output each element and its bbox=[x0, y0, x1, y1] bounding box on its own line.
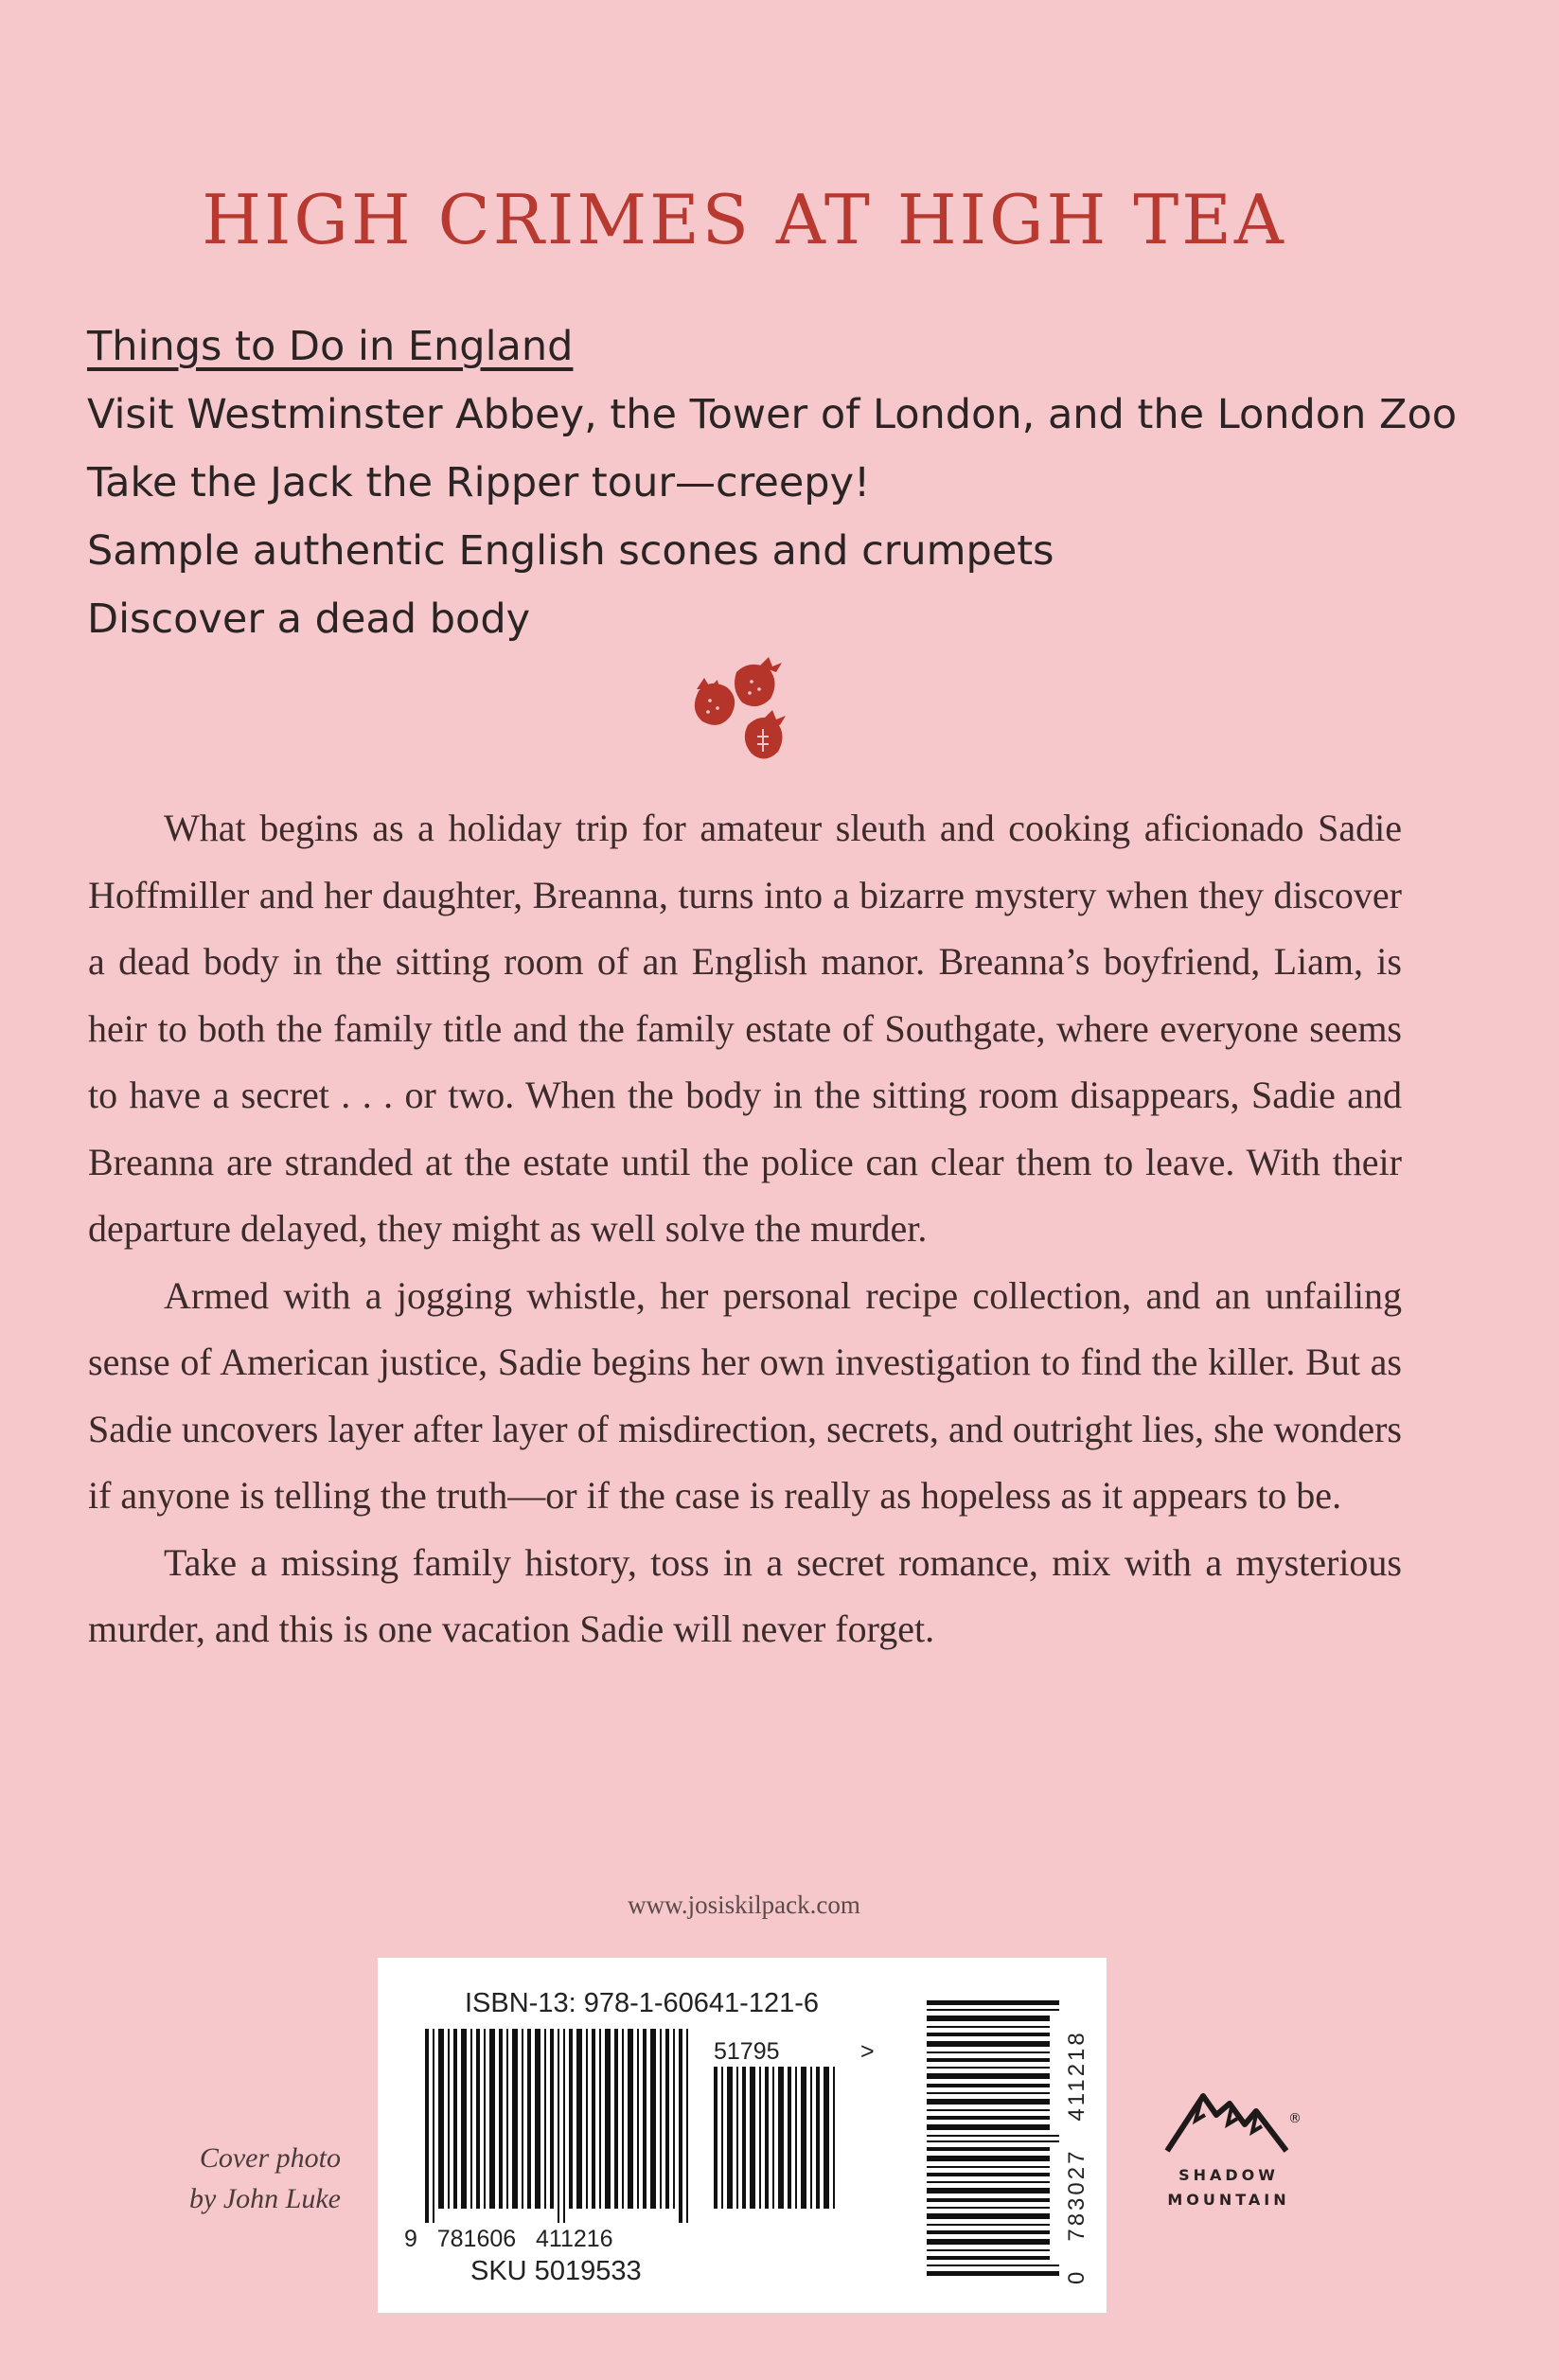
todo-list bbox=[87, 312, 1458, 653]
description-paragraph: Armed with a jogging whistle, her personal recipe collection, and an unfailing sense of American justice, Sadie begins her own investigation to find the killer. But as Sadie uncovers layer after layer of misdirection, secrets, and outright lies, she wonders if anyone is telling the truth—or if the case is really as hopeless as it appears to be. bbox=[88, 1273, 1402, 1517]
strawberries-icon bbox=[682, 653, 814, 776]
book-description bbox=[88, 795, 1402, 1663]
barcode-digits: 9 781606 411216 bbox=[404, 2226, 613, 2252]
isbn-barcode bbox=[425, 2029, 700, 2223]
todo-item: Take the Jack the Ripper tour—creepy! bbox=[87, 459, 871, 506]
publisher-name: MOUNTAIN bbox=[1167, 2191, 1290, 2209]
sku-label: SKU 5019533 bbox=[470, 2256, 642, 2286]
publisher-name: SHADOW bbox=[1178, 2166, 1279, 2184]
credit-line: by John Luke bbox=[189, 2183, 341, 2214]
book-title: HIGH CRIMES AT HIGH TEA bbox=[202, 180, 1286, 259]
addon-barcode bbox=[714, 2067, 846, 2209]
description-paragraph: Take a missing family history, toss in a secret romance, mix with a mysterious murder, and this is one vacation Sadie will never forget. bbox=[88, 1540, 1402, 1650]
barcode-panel bbox=[378, 1958, 1107, 2313]
registered-mark: ® bbox=[1288, 2111, 1302, 2126]
credit-line: Cover photo bbox=[199, 2142, 341, 2174]
description-paragraph: What begins as a holiday trip for amateur sleuth and cooking aficionado Sadie Hoffmiller and her daughter, Breanna, turns into a bizarre mystery when they discover a dead body in the sitting room of an English manor. Breanna’s boyfriend, Liam, is heir to both the family title and the family estate of Southgate, where everyone seems to have a secret . . . or two. When the body in the sitting room disappears, Sadie and Breanna are stranded at the estate until the police can clear them to leave. With their departure delayed, they might as well solve the murder. bbox=[88, 807, 1402, 1250]
isbn-label: ISBN-13: 978-1-60641-121-6 bbox=[465, 1988, 820, 2018]
addon-digits: 51795 bbox=[714, 2038, 780, 2065]
todo-item: Sample authentic English scones and crumpets bbox=[87, 527, 1054, 575]
sku-barcode-digits: 0 783027 411218 bbox=[1064, 2030, 1090, 2284]
author-website: www.josiskilpack.com bbox=[628, 1891, 860, 1919]
publisher-logo bbox=[1153, 2083, 1304, 2212]
cover-photo-credit bbox=[142, 2138, 341, 2219]
sku-barcode bbox=[927, 2000, 1059, 2284]
mountain-icon bbox=[1158, 2083, 1300, 2158]
todo-item: Visit Westminster Abbey, the Tower of London, and the London Zoo bbox=[87, 391, 1458, 438]
addon-arrow: > bbox=[860, 2038, 875, 2065]
todo-item: Discover a dead body bbox=[87, 595, 531, 643]
todo-heading: Things to Do in England bbox=[87, 323, 574, 370]
